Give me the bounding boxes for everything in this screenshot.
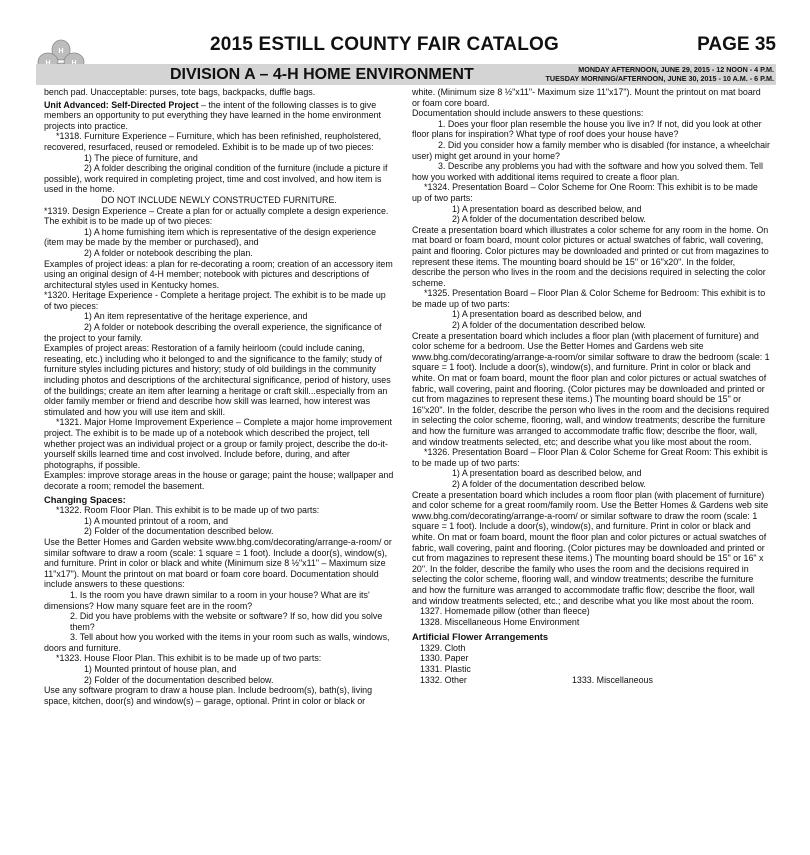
section-heading: Changing Spaces:: [44, 493, 126, 505]
schedule-text: [546, 65, 774, 83]
class-1332: 1332. Other: [420, 674, 467, 685]
paragraph: Create a presentation board which includes a room floor plan (with placement of furniture) and color scheme for a great room/family room. Use the Better Homes & Gardens web site www.bhg.com/decorating/arrange-a-room/ or similar software to draw the room (scale: 1 square = 1 foot). Include a door(s), window(s), and furniture. Print in color or black and white. On mat or foam board, mount the floor plan and color pictures or actual swatches of fabric, wall covering, paint and flooring. (Color pictures may be downloaded and printed or cut from magazines to represent these items.) The mounting board should be 15" or 16" x 20". In the folder, describe the family who uses the room and the decisions required in selecting the color scheme, flooring wall, and window treatments; describe the furniture and how the furniture was arranged to accommodate traffic flow; describe the floor, wall and window treatments selected, etc.; and describe what you like most about the room.: [412, 489, 769, 606]
class-row: [412, 675, 770, 686]
class-1318: *1318. Furniture Experience – Furniture, which has been refinished, reupholstered, recovered, resurfaced, reused or remodeled. Exhibit is to be made up of two pieces:: [44, 131, 382, 152]
division-title: DIVISION A – 4-H HOME ENVIRONMENT: [170, 66, 474, 83]
question: 3. Describe any problems you had with the software and how you solved them. Tell how you worked with additional items required to create a floor plan.: [412, 161, 763, 182]
class-1333: 1333. Miscellaneous: [572, 674, 653, 685]
list-item: 2) A folder describing the original condition of the furniture (include a picture if possible), work required in completing project, time and cost involved, and how item is used in the home.: [44, 163, 388, 195]
class-1324: *1324. Presentation Board – Color Scheme for One Room: This exhibit is to be made up of two parts:: [412, 182, 758, 203]
paragraph: Use the Better Homes and Garden website www.bhg.com/decorating/arrange-a-room/ or similar software to draw a room (scale: 1 square = 1 foot). Include a door(s), window(s), and furniture. Print in color or black and white (Minimum size 8 ½"x11" – Maximum size 11"x17"). Mount the printout on mat board or foam core board. Documentation should include answers to these questions:: [44, 536, 392, 590]
list-item: 2) A folder or notebook describing the plan.: [84, 247, 253, 258]
paragraph: Create a presentation board which includes a floor plan (with placement of furniture) and color scheme for a bedroom. Use the Better Homes and Gardens web site www.bhg.com/decorating/arrange-a-room/or similar software to draw the bedroom (scale: 1 square = 1 foot). Include a door(s), window(s), and furniture. Print in color or black and white. On mat or foam board, mount the floor plan and color pictures or actual swatches of fabric, wall covering, paint and flooring. (Color pictures may be downloaded and printed or cut from magazines to represent these items.) The mounting board should be 15" or 16"x20". In the folder, describe the person who lives in the room and the decisions required in selecting the color scheme, flooring, wall, and window treatments; describe the furniture and how the furniture was arranged to accommodate traffic flow; describe the floor, wall, and window treatments selected, etc; and describe what you like most about the room.: [412, 330, 770, 447]
list-item: 1) Mounted printout of house plan, and: [84, 664, 237, 675]
class-1330: 1330. Paper: [420, 653, 469, 664]
class-1331: 1331. Plastic: [420, 664, 471, 675]
list-item: 2) A folder of the documentation described below.: [452, 320, 646, 331]
list-item: 1) A mounted printout of a room, and: [84, 515, 229, 526]
question: 3. Tell about how you worked with the items in your room such as walls, windows, doors and furniture.: [44, 632, 390, 653]
question: 1. Does your floor plan resemble the house you live in? If not, did you look at other floor plans for inspiration? What type of roof does your house have?: [412, 118, 762, 140]
question: 1. Is the room you have drawn similar to a room in your house? What are its' dimensions? How many square feet are in the room?: [44, 589, 370, 611]
schedule-line-1: MONDAY AFTERNOON, JUNE 29, 2015 - 12 NOON - 4 P.M.: [578, 65, 774, 74]
catalog-title: 2015 ESTILL COUNTY FAIR CATALOG: [210, 34, 559, 55]
class-1329: 1329. Cloth: [420, 642, 466, 653]
question: 2. Did you have problems with the website or software? If so, how did you solve them?: [70, 611, 383, 632]
paragraph: Examples: improve storage areas in the house or garage; paint the house; wallpaper and decorate a room; remodel the basement.: [44, 470, 394, 491]
list-item: 1) A home furnishing item which is representative of the design experience (item may be made by the member or purchased), and: [44, 226, 377, 248]
page-number: PAGE 35: [697, 34, 776, 55]
svg-text:H: H: [58, 48, 64, 55]
list-item: 2) Folder of the documentation described below.: [84, 674, 274, 685]
paragraph: white. (Minimum size 8 ½"x11"- Maximum size 11"x17"). Mount the printout on mat board or foam core board.: [412, 87, 761, 108]
class-1323: *1323. House Floor Plan. This exhibit is to be made up of two parts:: [56, 653, 322, 664]
class-1327: 1327. Homemade pillow (other than fleece): [420, 606, 590, 617]
class-1325: *1325. Presentation Board – Floor Plan & Color Scheme for Bedroom: This exhibit is to be made up of two parts:: [412, 288, 766, 309]
list-item: 2) A folder of the documentation described below.: [452, 478, 646, 489]
section-heading: Unit Advanced: Self-Directed Project: [44, 99, 199, 110]
class-1321: *1321. Major Home Improvement Experience – Complete a major home improvement project. The exhibit is to be made up of a notebook which described the project, tell whether project was an individual project or a group or family project, describe the do-it-yourself skills learned time and cost involved. Include before, during, and after photographs, if possible.: [44, 417, 392, 470]
paragraph: Create a presentation board which illustrates a color scheme for any room in the home. On mat board or foam board, mount color pictures or actual swatches of fabric, wall covering, paint and flooring. Color pictures may be downloaded and printed or cut from magazines to represent these items. The mounting board should be 15" or 16"x20". In the folder, describe the person who lives in the room and the decisions required in selecting the color scheme.: [412, 224, 769, 288]
paragraph: bench pad. Unacceptable: purses, tote bags, backpacks, duffle bags.: [44, 87, 316, 97]
list-item: 1) A presentation board as described below, and: [452, 203, 642, 214]
class-1322: *1322. Room Floor Plan. This exhibit is to be made up of two parts:: [56, 505, 320, 516]
paragraph: Use any software program to draw a house plan. Include bedroom(s), bath(s), living space, kitchen, door(s) and window(s) – garage, optional. Print in color or black or: [44, 685, 373, 706]
notice: DO NOT INCLUDE NEWLY CONSTRUCTED FURNITURE.: [101, 194, 337, 205]
schedule-line-2: TUESDAY MORNING/AFTERNOON, JUNE 30, 2015 - 10 A.M. - 6 P.M.: [545, 74, 774, 83]
paragraph: Examples of project areas: Restoration of a family heirloom (could include caning, reseating, etc.) including who it belonged to and the significance to the family; study of furniture styles including pictures and history; study of old buildings in the community including photos and descriptions of the architectural significance, period of history, uses of the buildings; create an item after learning a heritage or craft skill...especially from an older family member or friend and describe how skill was learned, how interest was stimulated and how you will use item and skill.: [44, 343, 391, 417]
left-column: [44, 87, 394, 706]
section-heading: Artificial Flower Arrangements: [412, 631, 549, 643]
list-item: 1) An item representative of the heritage experience, and: [84, 311, 308, 322]
paragraph: Unit Advanced: Self-Directed Project – the intent of the following classes is to give members an opportunity to put everything they have learned in the home environment projects into practice.: [44, 99, 381, 131]
class-1320: *1320. Heritage Experience - Complete a heritage project. The exhibit is to be made up of two pieces:: [44, 290, 386, 311]
list-item: 2) A folder or notebook describing the overall experience, the significance of the project to your family.: [44, 322, 382, 343]
class-1328: 1328. Miscellaneous Home Environment: [420, 616, 580, 627]
paragraph: Examples of project ideas: a plan for re-decorating a room; creation of an accessory item using an original design of 4-H member; notebook with pictures and descriptions of architectural styles used in Kentucky homes.: [44, 258, 393, 290]
right-column: [412, 87, 770, 685]
paragraph: Documentation should include answers to these questions:: [412, 108, 644, 119]
class-1319: *1319. Design Experience – Create a plan for or actually complete a design experience. The exhibit is to be made up of two pieces:: [44, 205, 389, 227]
list-item: 1) A presentation board as described below, and: [452, 468, 642, 479]
list-item: 2) A folder of the documentation described below.: [452, 214, 646, 225]
question: 2. Did you consider how a family member who is disabled (for instance, a wheelchair user) might get around in your home?: [412, 139, 770, 161]
list-item: 1) The piece of furniture, and: [84, 152, 198, 163]
list-item: 2) Folder of the documentation described below.: [84, 526, 274, 537]
class-1326: *1326. Presentation Board – Floor Plan & Color Scheme for Great Room: This exhibit is to be made up of two parts:: [412, 447, 768, 468]
list-item: 1) A presentation board as described below, and: [452, 309, 642, 320]
